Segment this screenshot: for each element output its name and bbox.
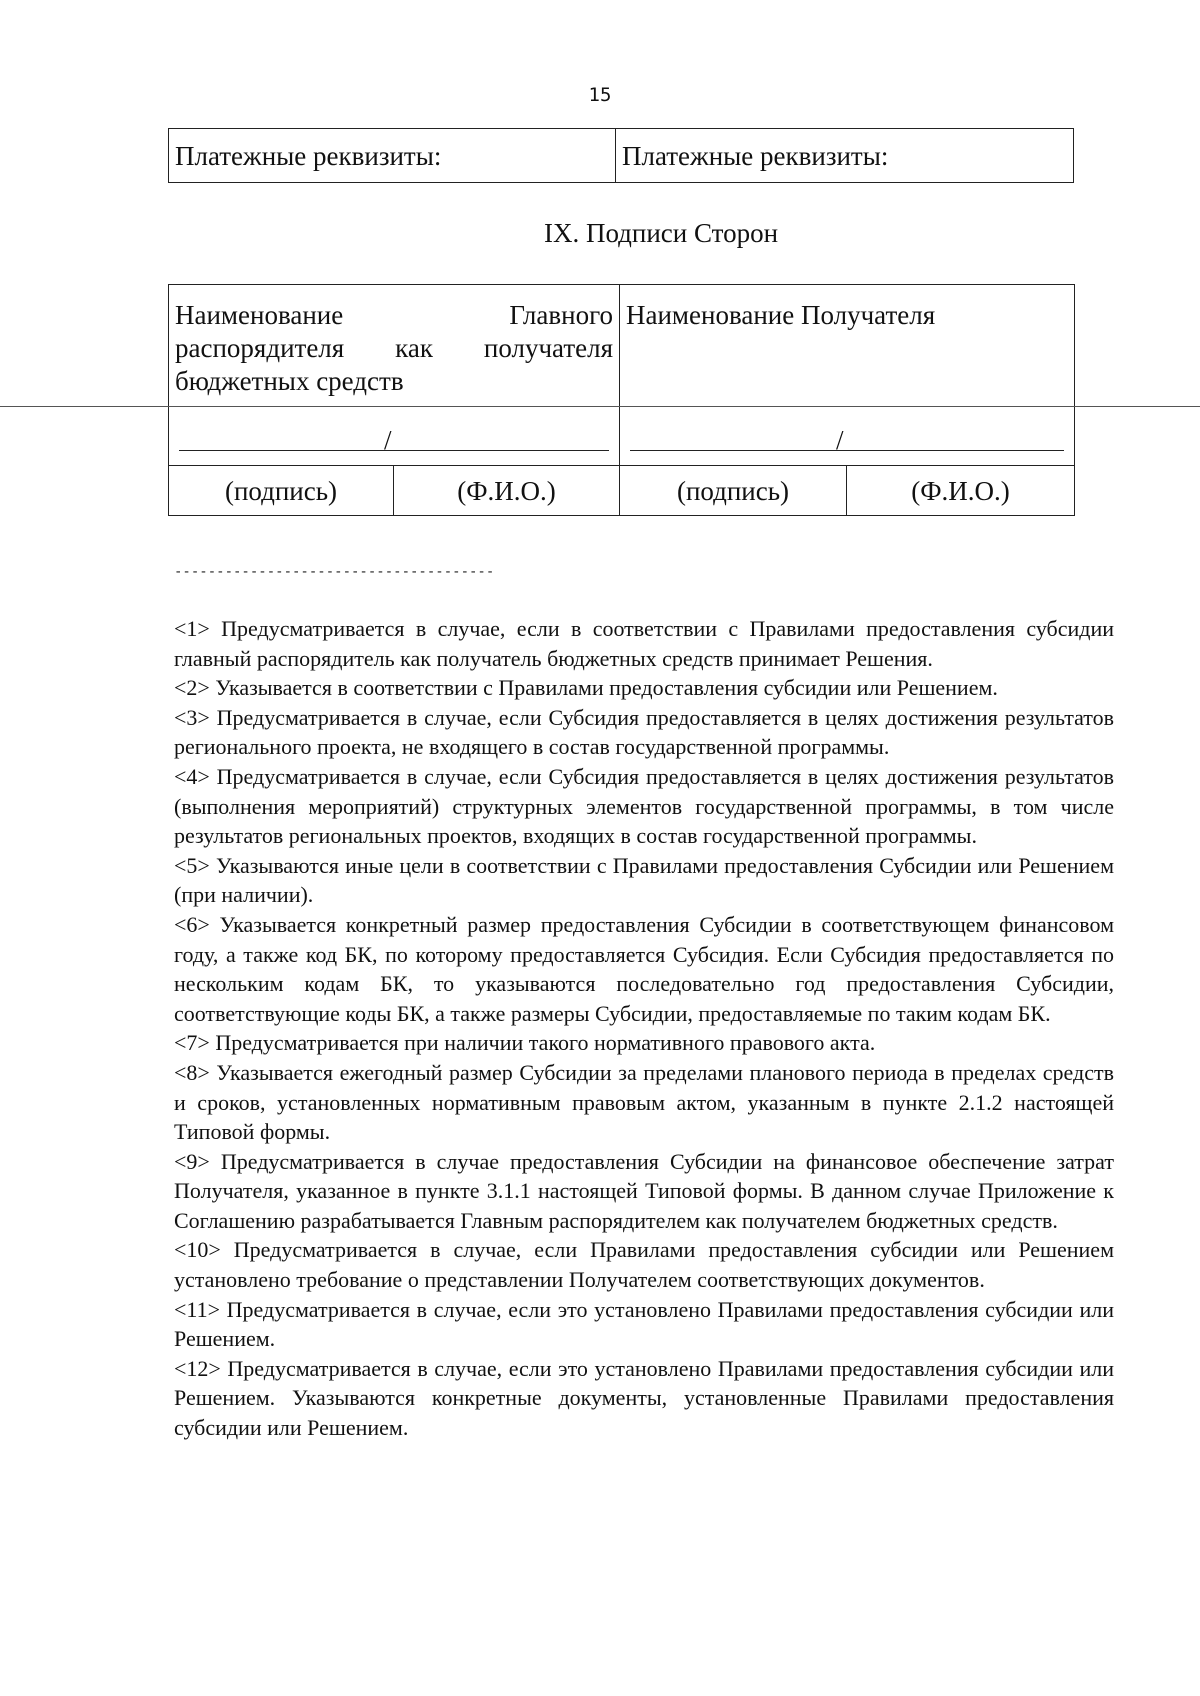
page-number: 15 <box>588 84 612 106</box>
footnote: <7> Предусматривается при наличии такого нормативного правового акта. <box>174 1030 876 1056</box>
footnote: <5> Указываются иные цели в соответствии с Правилами предоставления Субсидии или Решением (при наличии). <box>174 852 1114 908</box>
recipient-name-cell: Наименование Получателя <box>620 285 1075 407</box>
chief-manager-signature-caption: (подпись) <box>169 466 394 516</box>
footnotes <box>174 614 1114 1443</box>
recipient-signature-line-cell <box>620 407 1075 466</box>
chief-manager-name-line2: распорядителя как получателя <box>175 333 613 363</box>
footnote: <4> Предусматривается в случае, если Субсидия предоставляется в целях достижения результатов (выполнения мероприятий) структурных элементов государственной программы, в том числе результатов региональных проектов, входящих в состав государственной программы. <box>174 763 1114 849</box>
chief-manager-name-line3: бюджетных средств <box>175 366 404 396</box>
chief-manager-signature-line-cell <box>169 407 620 466</box>
signature-underline <box>630 450 1064 451</box>
scan-artifact-line <box>0 406 1200 407</box>
signature-slash: / <box>836 425 844 455</box>
footnote: <10> Предусматривается в случае, если Правилами предоставления субсидии или Решением установлено требование о представлении Получателем соответствующих документов. <box>174 1237 1114 1293</box>
signature-slash: / <box>384 425 392 455</box>
chief-manager-name-line1: Наименование Главного <box>175 300 613 330</box>
section-title: IX. Подписи Сторон <box>543 218 779 248</box>
footnote: <6> Указывается конкретный размер предоставления Субсидии в соответствующем финансовом году, а также код БК, по которому предоставляется Субсидия. Если Субсидия предоставляется по нескольким кодам БК, то указываются последовательно год предоставления Субсидии, соответствующие коды БК, а также размеры Субсидии, предоставляемые по таким кодам БК. <box>174 911 1114 1026</box>
footnote: <3> Предусматривается в случае, если Субсидия предоставляется в целях достижения результатов регионального проекта, не входящего в состав государственной программы. <box>174 704 1114 760</box>
recipient-signature-caption: (подпись) <box>620 466 847 516</box>
footnote: <8> Указывается ежегодный размер Субсидии за пределами планового периода в пределах средств и сроков, установленных нормативным правовым актом, указанным в пункте 2.1.2 настоящей Типовой формы. <box>174 1059 1114 1145</box>
footnote: <11> Предусматривается в случае, если это установлено Правилами предоставления субсидии или Решением. <box>174 1296 1114 1352</box>
requisites-table <box>168 128 1074 183</box>
chief-manager-fio-caption: (Ф.И.О.) <box>394 466 620 516</box>
footnote: <1> Предусматривается в случае, если в соответствии с Правилами предоставления субсидии главный распорядитель как получатель бюджетных средств принимает Решения. <box>174 616 1114 671</box>
footnote: <9> Предусматривается в случае предоставления Субсидии на финансовое обеспечение затрат Получателя, указанное в пункте 3.1.1 настоящей Типовой формы. В данном случае Приложение к Соглашению разрабатывается Главным распорядителем как получателем бюджетных средств. <box>174 1148 1114 1233</box>
footnote-separator: -------------------------------------- <box>174 564 495 580</box>
signature-underline <box>179 450 609 451</box>
footnote: <12> Предусматривается в случае, если это установлено Правилами предоставления субсидии или Решением. Указываются конкретные документы, установленные Правилами предоставления субсидии или Решением. <box>174 1355 1114 1441</box>
footnote: <2> Указывается в соответствии с Правилами предоставления субсидии или Решением. <box>174 675 998 701</box>
chief-manager-name-cell <box>169 285 620 407</box>
requisites-right: Платежные реквизиты: <box>616 129 1074 183</box>
signatures-table <box>168 284 1075 516</box>
recipient-fio-caption: (Ф.И.О.) <box>847 466 1075 516</box>
requisites-left: Платежные реквизиты: <box>169 129 616 183</box>
